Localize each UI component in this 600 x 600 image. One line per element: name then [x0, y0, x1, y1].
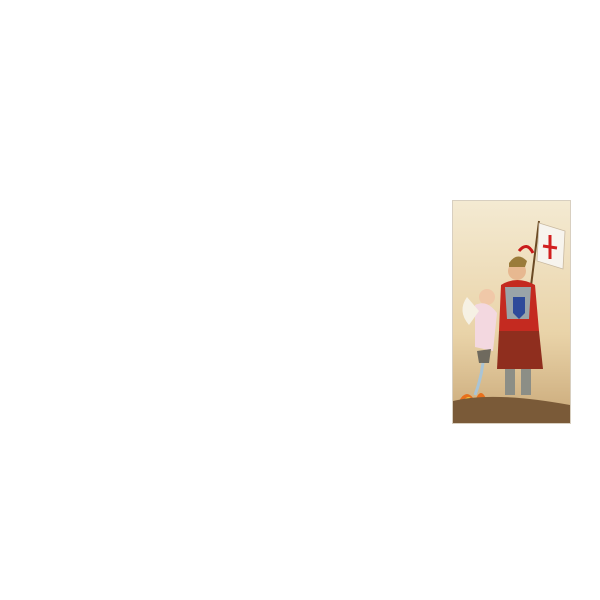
left-heart-border	[0, 0, 22, 600]
saint-florian-image	[452, 200, 571, 424]
top-cropped-text	[0, 0, 600, 4]
right-heart-border	[578, 0, 600, 600]
bulletin-content	[38, 8, 578, 38]
